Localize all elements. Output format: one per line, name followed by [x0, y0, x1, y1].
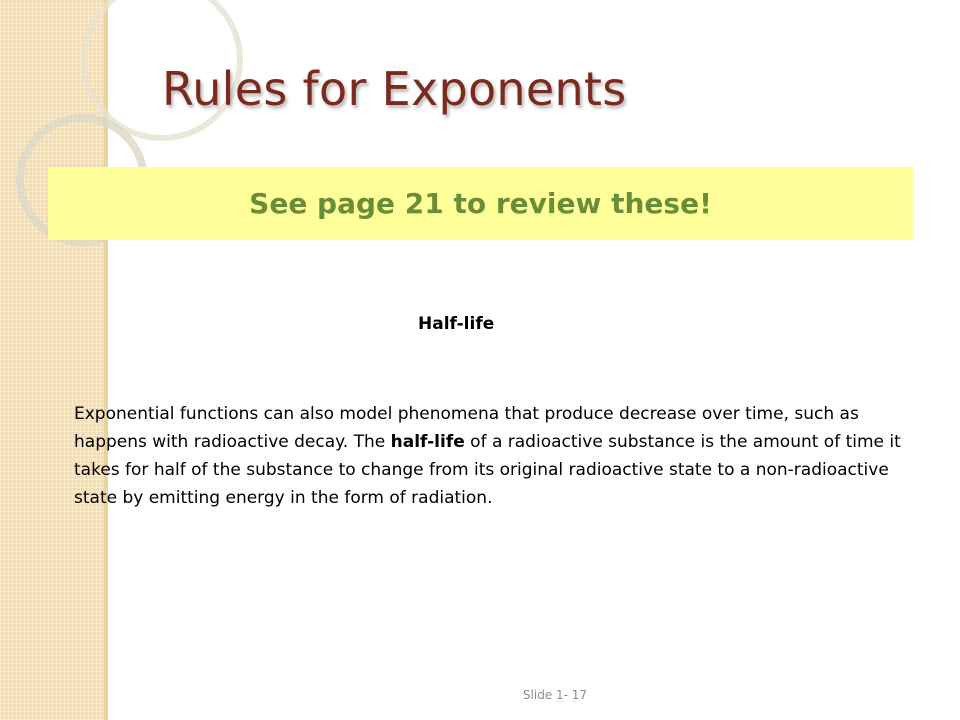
banner-text: See page 21 to review these! — [249, 187, 712, 220]
slide-number: Slide 1- 17 — [522, 688, 588, 702]
body-paragraph — [74, 400, 904, 512]
review-banner — [48, 167, 913, 240]
paragraph-text-part2: of a radioactive substance is the amount of time it takes for half of the substance to change from its original radioactive state to a non-radioactive state by emitting energy in the form of radiation. — [74, 432, 901, 508]
section-heading: Half-life — [418, 314, 495, 334]
decorative-circles — [0, 0, 300, 320]
paragraph-bold-term: half-life — [390, 432, 465, 452]
paragraph-text-part1: Exponential functions can also model phenomena that produce decrease over time, such as happens with radioactive decay. The — [74, 404, 859, 452]
slide-title: Rules for Exponents — [162, 62, 627, 116]
